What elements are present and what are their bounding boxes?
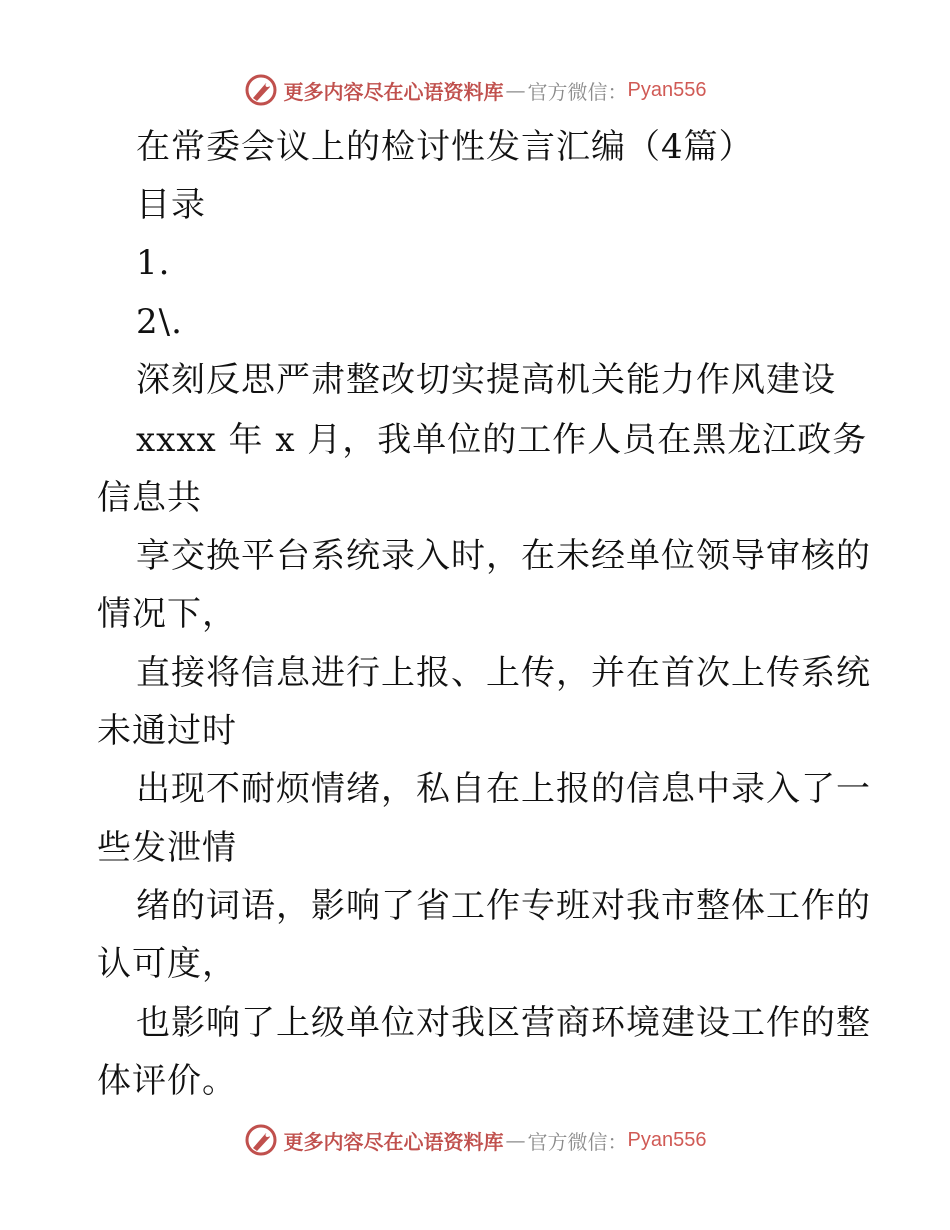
paragraph-line: 绪的词语，影响了省工作专班对我市整体工作的 [136, 886, 871, 926]
paragraph-line: 直接将信息进行上报、上传，并在首次上传系统 [136, 653, 871, 693]
watermark-text: 更多内容尽在心语资料库 [283, 1129, 504, 1154]
section-title: 深刻反思严肃整改切实提高机关能力作风建设 [136, 360, 836, 400]
toc-item: 2\. [136, 302, 183, 342]
paragraph-line: xxxx 年 x 月，我单位的工作人员在黑龙江政务 [136, 420, 868, 460]
paragraph-line: 未通过时 [97, 711, 237, 751]
paragraph-line: 信息共 [97, 478, 202, 518]
paragraph-line: 体评价。 [97, 1061, 237, 1101]
paragraph-line: 些发泄情 [97, 828, 237, 868]
toc-heading: 目录 [136, 185, 206, 225]
paragraph-line: 认可度， [97, 944, 237, 984]
watermark-separator: — [505, 78, 526, 102]
watermark-banner-top [0, 70, 950, 110]
watermark-wechat-id: Pyan556 [627, 1128, 707, 1151]
paragraph-line: 享交换平台系统录入时，在未经单位领导审核的 [136, 536, 871, 576]
watermark-banner-bottom [0, 1120, 950, 1160]
watermark-text: 更多内容尽在心语资料库 [283, 79, 504, 104]
paragraph-line: 情况下， [97, 594, 237, 634]
paragraph-line: 也影响了上级单位对我区营商环境建设工作的整 [136, 1003, 871, 1043]
document-title: 在常委会议上的检讨性发言汇编（4篇） [136, 127, 754, 167]
paragraph-line: 出现不耐烦情绪，私自在上报的信息中录入了一 [136, 769, 871, 809]
pen-logo-icon [244, 73, 278, 107]
watermark-separator: — [505, 1128, 526, 1152]
toc-item: 1. [136, 243, 171, 283]
watermark-wechat-label: 官方微信： [527, 1129, 628, 1154]
watermark-wechat-id: Pyan556 [627, 78, 707, 101]
watermark-wechat-label: 官方微信： [527, 79, 628, 104]
pen-logo-icon [244, 1123, 278, 1157]
